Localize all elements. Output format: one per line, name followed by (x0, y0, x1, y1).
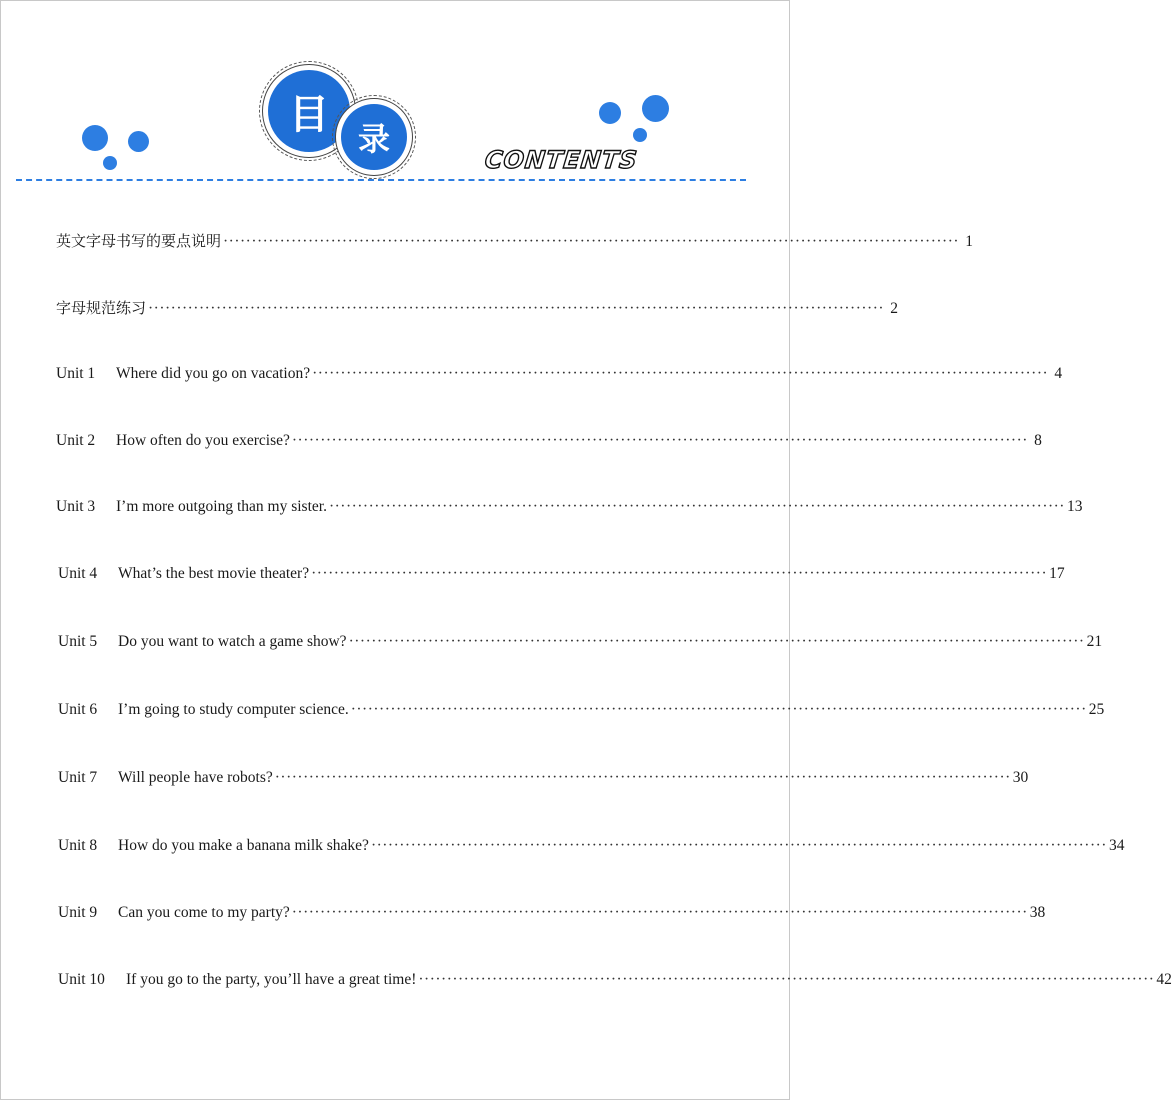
toc-row[interactable] (56, 365, 1063, 389)
toc-title: If you go to the party, you’ll have a great time! (126, 971, 417, 988)
toc-row[interactable] (58, 971, 1172, 995)
toc-page: 30 (1012, 769, 1029, 786)
toc-page: 13 (1066, 498, 1083, 515)
toc-leader: ·································································································································· (418, 971, 1155, 988)
toc-row[interactable] (56, 297, 899, 321)
contents-subtitle: CONTENTS (483, 146, 640, 174)
toc-title: How do you make a banana milk shake? (118, 837, 369, 854)
toc-leader: ·································································································································· (148, 300, 885, 317)
toc-page: 21 (1086, 633, 1103, 650)
toc-row[interactable] (56, 498, 1083, 522)
toc-page: 38 (1029, 904, 1046, 921)
toc-unit: Unit 2 (56, 432, 96, 449)
toc-leader: ·································································································································· (348, 633, 1085, 650)
decor-dot (642, 95, 669, 122)
toc-title: What’s the best movie theater? (118, 565, 310, 582)
toc-title: Do you want to watch a game show? (118, 633, 347, 650)
toc-unit: Unit 8 (58, 837, 98, 854)
toc-row[interactable] (58, 701, 1105, 725)
toc-title: Where did you go on vacation? (116, 365, 311, 382)
toc-page: 8 (1034, 432, 1042, 449)
toc-unit: Unit 3 (56, 498, 96, 515)
decor-dot (103, 156, 117, 170)
toc-title: 字母规范练习 (56, 299, 147, 317)
title-char-1: 目 (289, 91, 329, 138)
toc-leader: ·································································································································· (312, 365, 1049, 382)
toc-page: 17 (1049, 565, 1065, 582)
title-circle-2 (341, 104, 407, 170)
toc-title: I’m more outgoing than my sister. (116, 498, 327, 515)
toc-page: 34 (1108, 837, 1125, 854)
toc-title: Can you come to my party? (118, 904, 290, 921)
toc-row[interactable] (58, 633, 1103, 657)
toc-leader: ·································································································································· (311, 565, 1048, 582)
toc-row[interactable] (56, 230, 974, 254)
toc-row[interactable] (58, 769, 1029, 793)
decor-dot (128, 131, 149, 152)
title-char-2: 录 (357, 120, 390, 158)
toc-leader: ·································································································································· (274, 769, 1011, 786)
toc-leader: ·································································································································· (370, 837, 1107, 854)
toc-page: 4 (1054, 365, 1063, 382)
toc-row[interactable] (56, 432, 1042, 456)
toc-row[interactable] (58, 904, 1046, 928)
header (0, 0, 790, 200)
decor-dot (633, 128, 647, 142)
toc-page: 42 (1156, 971, 1172, 988)
toc-leader: ·································································································································· (291, 432, 1028, 449)
toc-leader: ·································································································································· (328, 498, 1065, 515)
toc-title: I’m going to study computer science. (118, 701, 349, 718)
toc-unit: Unit 5 (58, 633, 98, 650)
toc-unit: Unit 9 (58, 904, 98, 921)
toc-leader: ·································································································································· (223, 233, 960, 250)
toc-page: 1 (965, 233, 974, 250)
decor-dot (599, 102, 621, 124)
toc-unit: Unit 4 (58, 565, 98, 582)
toc-title: How often do you exercise? (116, 432, 290, 449)
header-divider (16, 179, 746, 181)
toc-title: 英文字母书写的要点说明 (56, 232, 222, 250)
toc-unit: Unit 10 (58, 971, 105, 988)
toc-unit: Unit 6 (58, 701, 98, 718)
toc-row[interactable] (58, 837, 1125, 861)
toc-row[interactable] (58, 565, 1065, 589)
toc-page: 2 (890, 300, 899, 317)
toc-unit: Unit 1 (56, 365, 96, 382)
toc-title: Will people have robots? (118, 769, 273, 786)
decor-dot (82, 125, 108, 151)
toc-unit: Unit 7 (58, 769, 98, 786)
toc-leader: ·································································································································· (291, 904, 1028, 921)
toc-leader: ·································································································································· (350, 701, 1087, 718)
toc-page: 25 (1088, 701, 1105, 718)
